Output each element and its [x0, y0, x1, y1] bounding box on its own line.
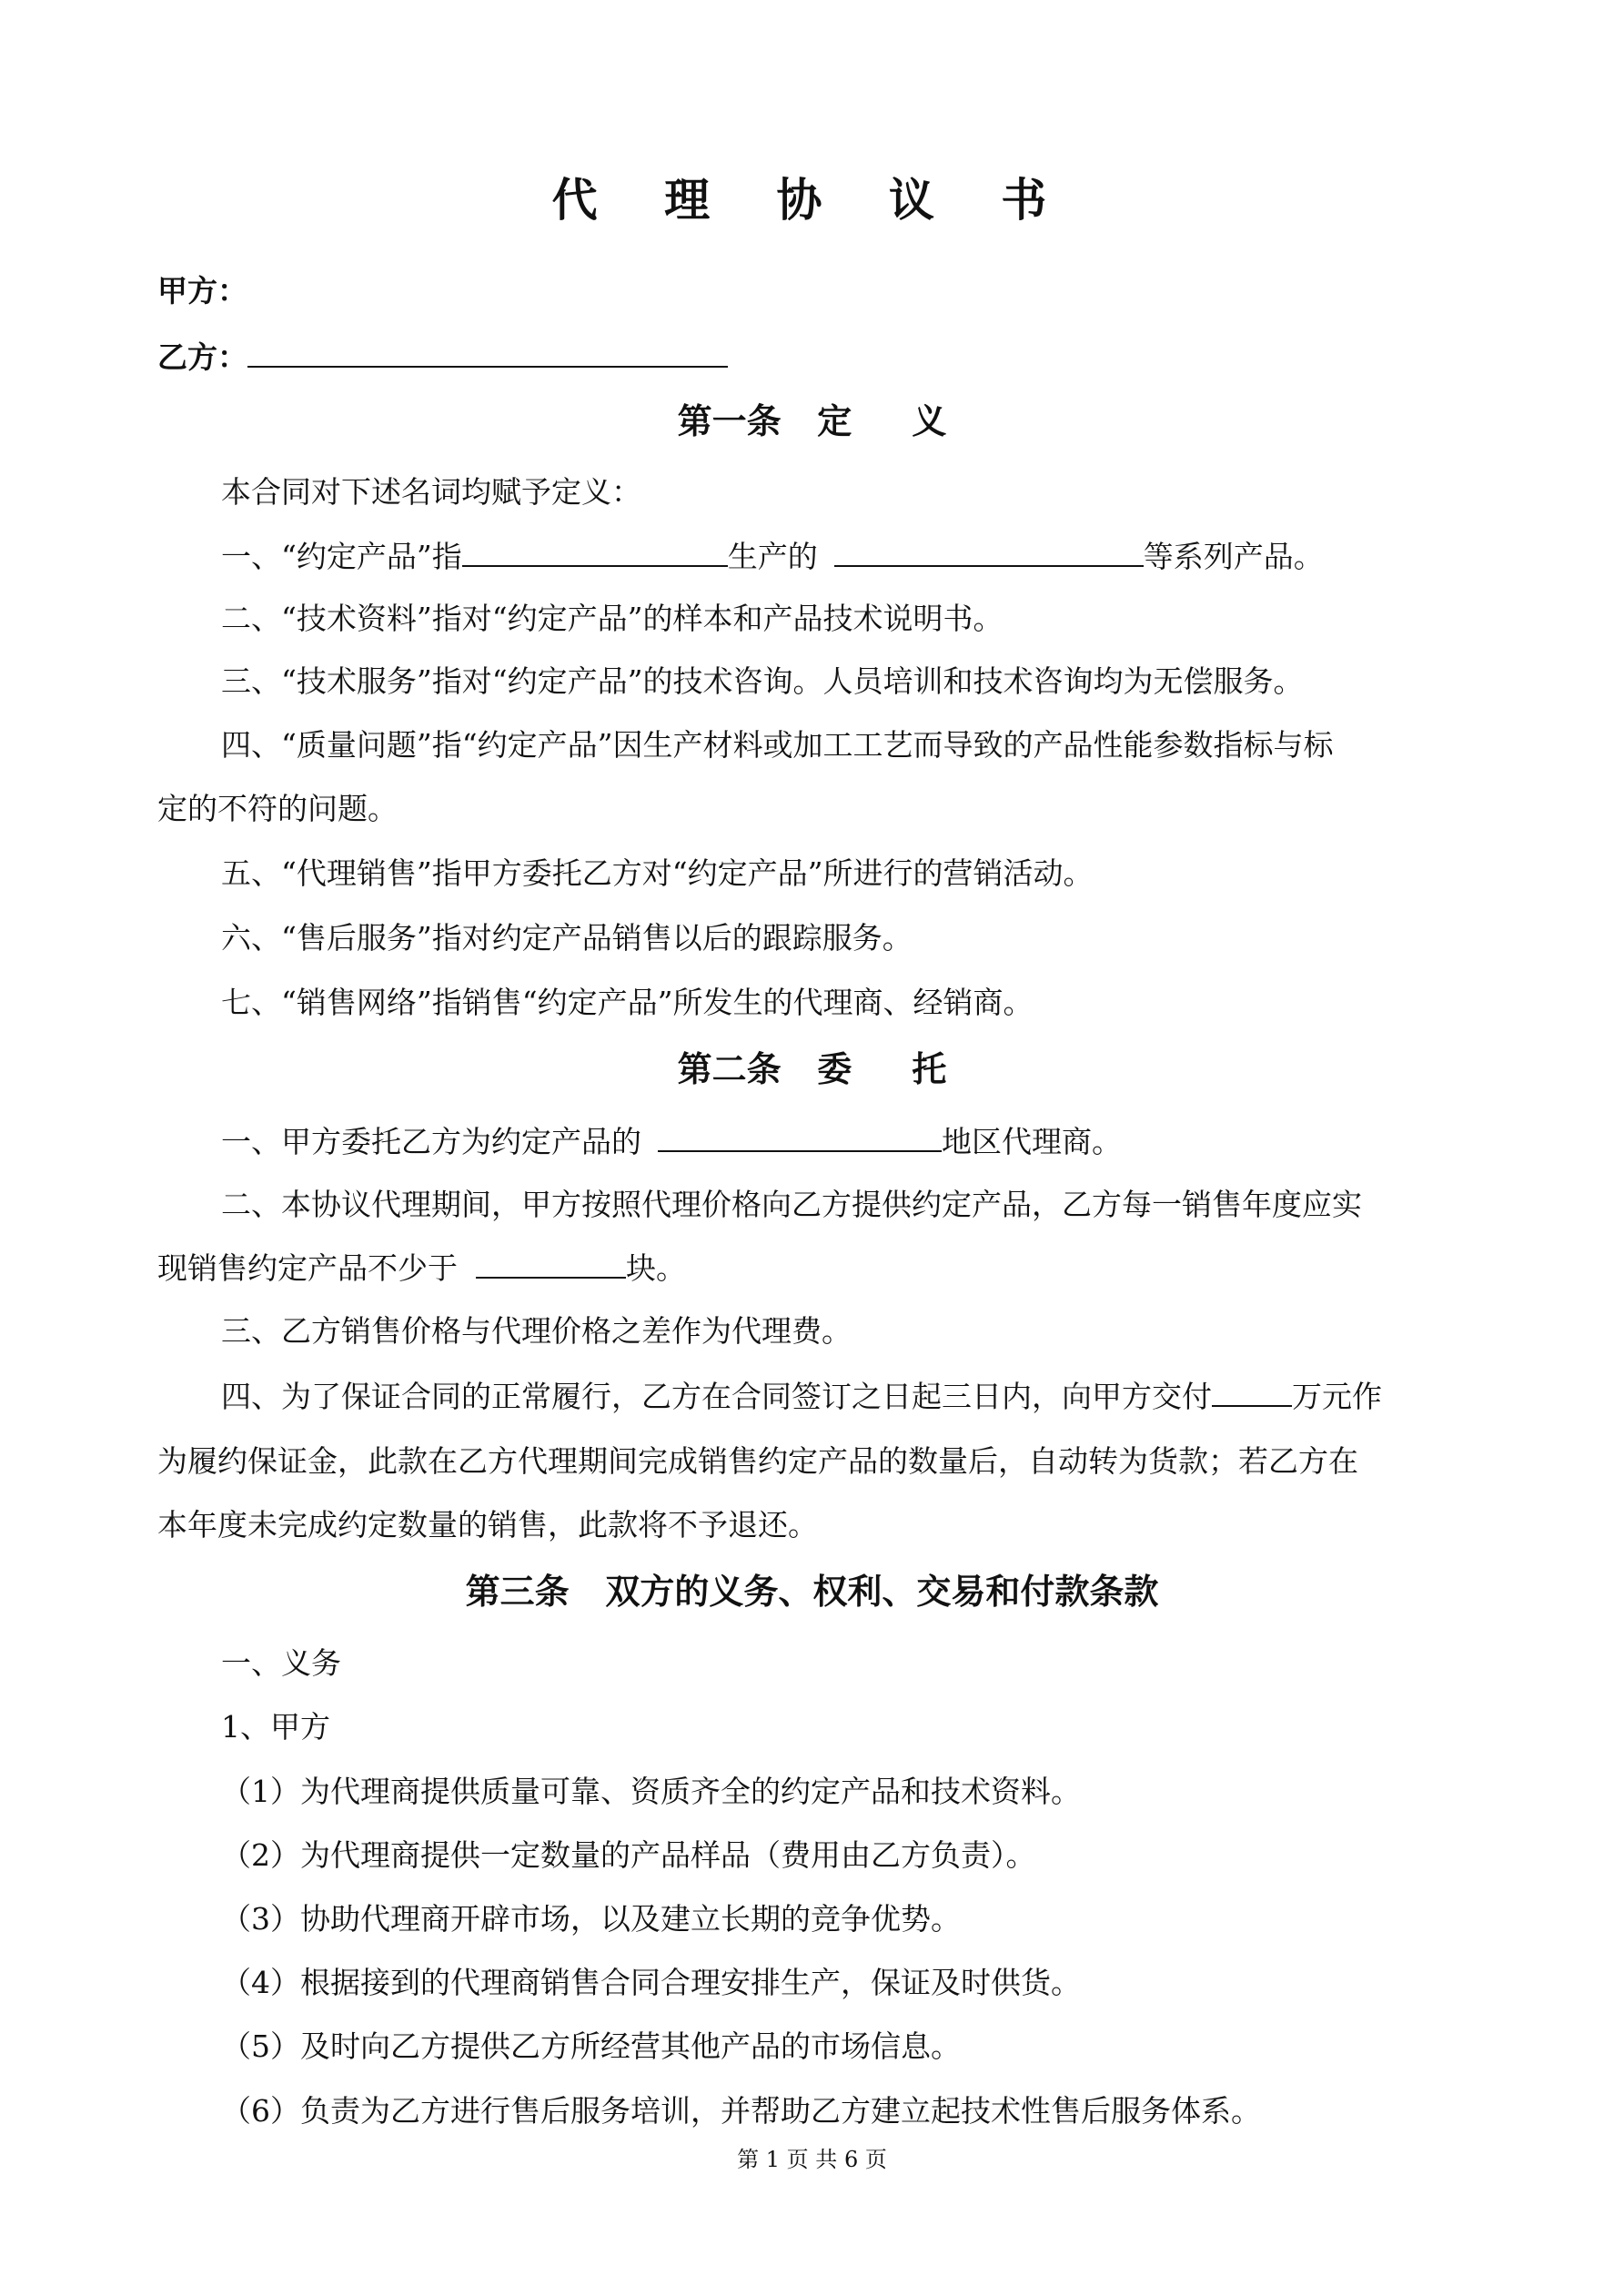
article1-item4-line2: 定的不符的问题。 [157, 791, 398, 826]
page-footer: 第 1 页 共 6 页 [737, 2147, 887, 2172]
article2-item2-line1: 二、本协议代理期间，甲方按照代理价格向乙方提供约定产品，乙方每一销售年度应实 [221, 1187, 1362, 1222]
article3-item4: （4）根据接到的代理商销售合同合理安排生产，保证及时供货。 [221, 1965, 1081, 2000]
article3-item3: （3）协助代理商开辟市场，以及建立长期的竞争优势。 [221, 1901, 961, 1937]
article1-item4-line1: 四、“质量问题”指“约定产品”因生产材料或加工工艺而导致的产品性能参数指标与标 [221, 727, 1334, 763]
article2-item4-line2: 为履约保证金，此款在乙方代理期间完成销售约定产品的数量后，自动转为货款；若乙方在 [157, 1443, 1358, 1479]
article2-item2-text-b: 块。 [626, 1250, 686, 1286]
party-b-blank[interactable] [247, 339, 728, 368]
article3-item6: （6）负责为乙方进行售后服务培训，并帮助乙方建立起技术性售后服务体系。 [221, 2093, 1261, 2129]
article1-heading: 第一条 定 义 [677, 401, 947, 441]
article2-item2-text-a: 现销售约定产品不少于 [157, 1250, 458, 1286]
article1-item1-text-c: 等系列产品。 [1143, 539, 1324, 574]
article1-item5: 五、“代理销售”指甲方委托乙方对“约定产品”所进行的营销活动。 [221, 855, 1094, 891]
article1-item6: 六、“售后服务”指对约定产品销售以后的跟踪服务。 [221, 920, 913, 956]
article2-item3: 三、乙方销售价格与代理价格之差作为代理费。 [221, 1313, 852, 1349]
article1-item1 [221, 538, 1324, 575]
article2-item4-line3: 本年度未完成约定数量的销售，此款将不予退还。 [157, 1507, 818, 1542]
article1-item7: 七、“销售网络”指销售“约定产品”所发生的代理商、经销商。 [221, 985, 1034, 1020]
article2-item1 [221, 1123, 1122, 1160]
article1-intro: 本合同对下述名词均赋予定义： [221, 474, 641, 510]
region-blank[interactable] [658, 1123, 942, 1152]
article2-heading: 第二条 委 托 [677, 1049, 947, 1089]
article2-item2-line2 [157, 1249, 686, 1287]
article1-item1-text-a: 一、“约定产品”指 [221, 539, 462, 574]
article3-item5: （5）及时向乙方提供乙方所经营其他产品的市场信息。 [221, 2028, 961, 2064]
quantity-blank[interactable] [476, 1249, 626, 1279]
product-series-blank[interactable] [834, 538, 1144, 567]
article3-sub1: 一、义务 [221, 1645, 341, 1681]
document-title: 代 理 协 议 书 [551, 174, 1073, 227]
party-b-row [157, 339, 728, 376]
article2-item4-line1 [221, 1378, 1382, 1415]
article1-item3: 三、“技术服务”指对“约定产品”的技术咨询。人员培训和技术咨询均为无偿服务。 [221, 663, 1304, 699]
article2-item4-text-a: 四、为了保证合同的正常履行，乙方在合同签订之日起三日内，向甲方交付 [221, 1379, 1212, 1414]
party-b-label: 乙方： [157, 339, 247, 375]
article2-item1-text-a: 一、甲方委托乙方为约定产品的 [221, 1124, 641, 1159]
deposit-blank[interactable] [1212, 1378, 1292, 1407]
article3-heading: 第三条 双方的义务、权利、交易和付款条款 [465, 1572, 1159, 1612]
article3-item2: （2）为代理商提供一定数量的产品样品（费用由乙方负责）。 [221, 1837, 1036, 1873]
article1-item1-text-b: 生产的 [727, 539, 818, 574]
article3-sub2: 1、甲方 [221, 1709, 330, 1745]
article3-item1: （1）为代理商提供质量可靠、资质齐全的约定产品和技术资料。 [221, 1774, 1081, 1809]
article1-item2: 二、“技术资料”指对“约定产品”的样本和产品技术说明书。 [221, 601, 1004, 636]
manufacturer-blank[interactable] [462, 538, 728, 567]
party-a-label: 甲方： [157, 273, 247, 308]
article2-item4-text-b: 万元作 [1292, 1379, 1382, 1414]
article2-item1-text-b: 地区代理商。 [942, 1124, 1122, 1159]
